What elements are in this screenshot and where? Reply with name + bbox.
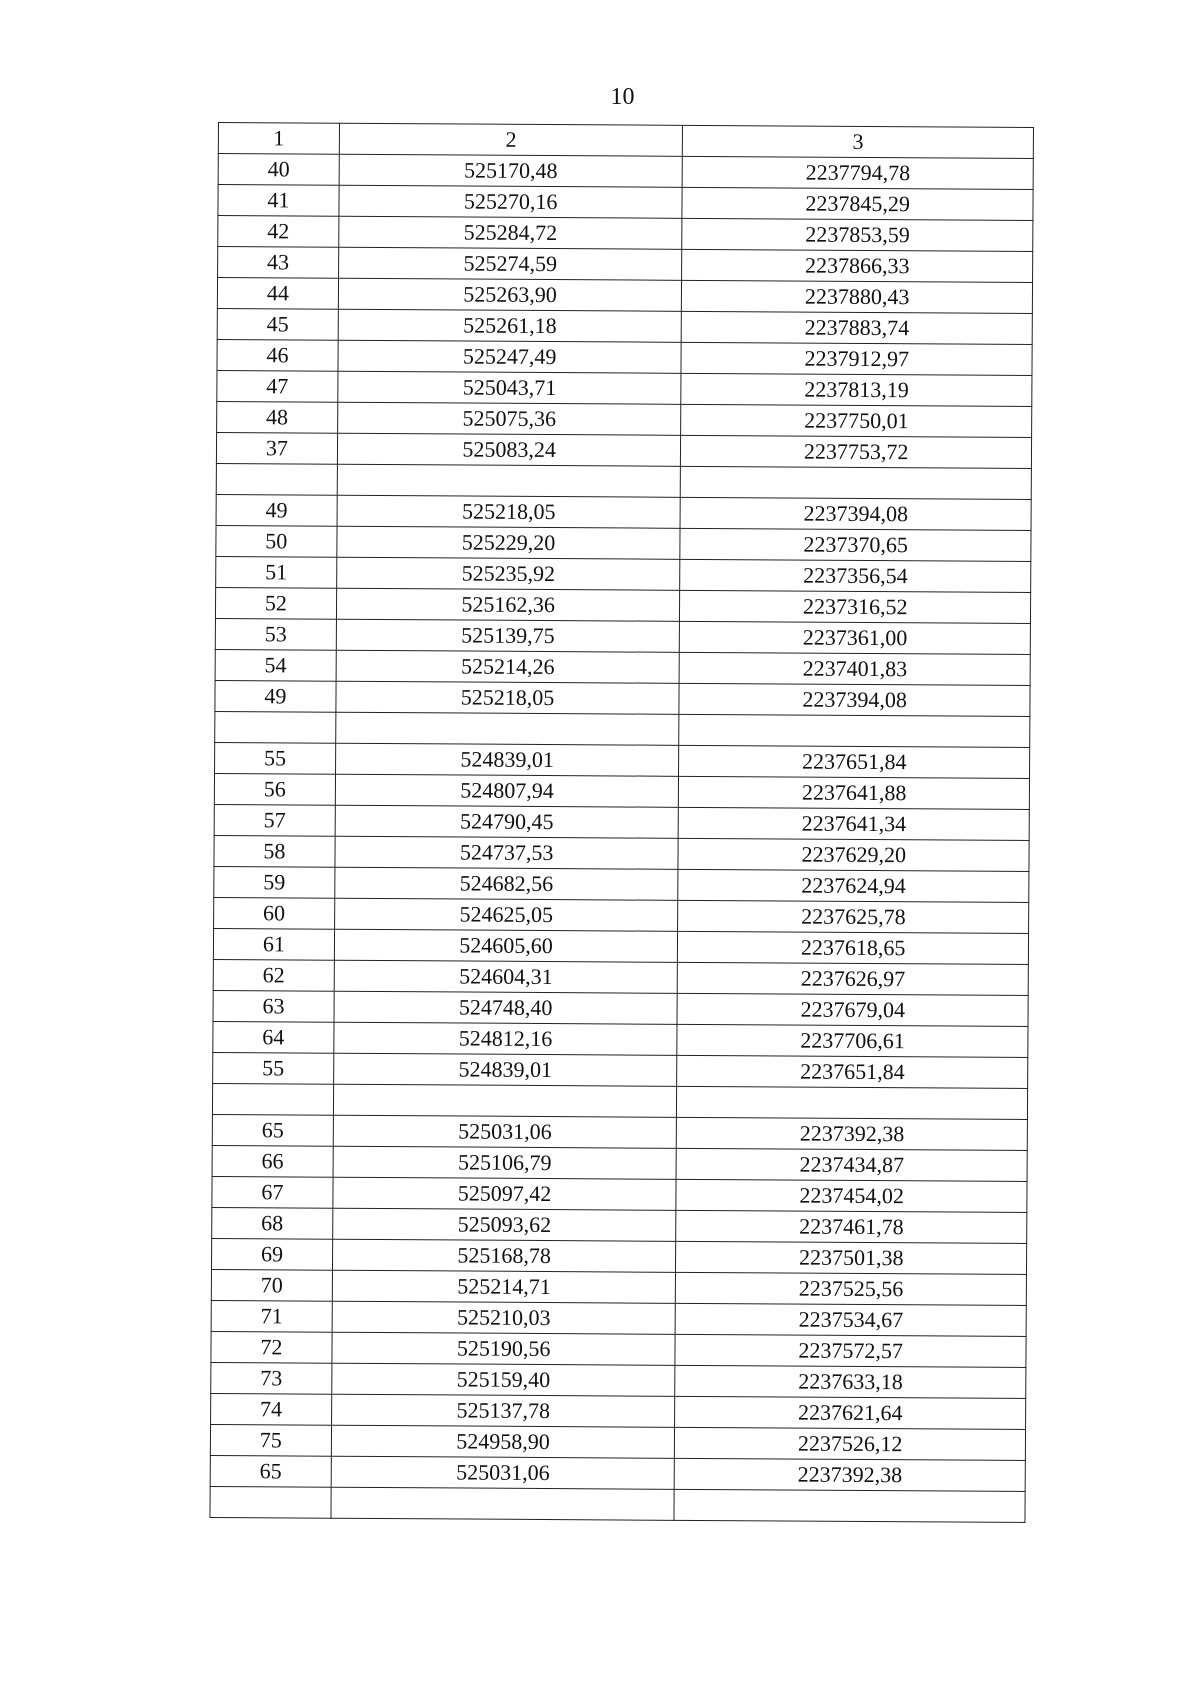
y-coordinate-cell: 2237501,38 xyxy=(676,1241,1027,1274)
point-number-cell: 42 xyxy=(218,216,339,248)
point-number-cell: 37 xyxy=(216,432,337,464)
point-number-cell: 54 xyxy=(215,649,336,681)
table-row xyxy=(210,1424,1025,1460)
table-row xyxy=(212,1176,1027,1212)
y-coordinate-cell: 2237753,72 xyxy=(681,435,1032,468)
x-coordinate-cell: 525097,42 xyxy=(333,1177,677,1210)
table-row xyxy=(218,185,1033,221)
point-number-cell: 47 xyxy=(217,370,338,402)
table-row xyxy=(215,711,1030,747)
column-header-1: 1 xyxy=(218,123,339,155)
x-coordinate-cell: 525218,05 xyxy=(336,681,680,714)
table-row xyxy=(214,773,1029,809)
table-row xyxy=(217,308,1032,344)
column-header-3: 3 xyxy=(683,125,1034,158)
table-row xyxy=(215,742,1030,778)
column-header-2: 2 xyxy=(339,123,683,156)
point-number-cell: 71 xyxy=(211,1300,332,1332)
x-coordinate-cell: 525229,20 xyxy=(337,526,681,559)
point-number-cell: 74 xyxy=(211,1393,332,1425)
y-coordinate-cell: 2237750,01 xyxy=(681,404,1032,437)
x-coordinate-cell: 525263,90 xyxy=(338,278,682,311)
y-coordinate-cell: 2237883,74 xyxy=(682,311,1033,344)
table-row xyxy=(216,556,1031,592)
point-number-cell: 55 xyxy=(215,742,336,774)
point-number-cell: 49 xyxy=(216,494,337,526)
page-number: 10 xyxy=(610,84,635,110)
table-row xyxy=(214,866,1029,902)
point-number-cell: 67 xyxy=(212,1176,333,1208)
y-coordinate-cell: 2237392,38 xyxy=(675,1458,1026,1491)
y-coordinate-cell: 2237392,38 xyxy=(677,1117,1028,1150)
table-row xyxy=(213,1021,1028,1057)
x-coordinate-cell: 525210,03 xyxy=(332,1301,676,1334)
table-row xyxy=(216,494,1031,530)
y-coordinate-cell: 2237461,78 xyxy=(676,1210,1027,1243)
point-number-cell: 60 xyxy=(214,897,335,929)
table-row xyxy=(214,804,1029,840)
table-row xyxy=(211,1238,1026,1274)
table-row xyxy=(213,990,1028,1026)
table-row xyxy=(213,1052,1028,1088)
table-row xyxy=(210,1455,1025,1491)
table-row xyxy=(215,587,1030,623)
x-coordinate-cell: 524625,05 xyxy=(334,898,678,931)
point-number-cell: 56 xyxy=(214,773,335,805)
x-coordinate-cell: 524807,94 xyxy=(335,774,679,807)
y-coordinate-cell: 2237401,83 xyxy=(679,652,1030,685)
y-coordinate-cell: 2237454,02 xyxy=(676,1179,1027,1212)
x-coordinate-cell: 525093,62 xyxy=(333,1208,677,1241)
y-coordinate-cell: 2237394,08 xyxy=(679,683,1030,716)
y-coordinate-cell xyxy=(679,714,1030,747)
table-row xyxy=(213,928,1028,964)
table-row xyxy=(211,1269,1026,1305)
y-coordinate-cell xyxy=(677,1086,1028,1119)
y-coordinate-cell xyxy=(674,1489,1025,1522)
table-row xyxy=(217,370,1032,406)
y-coordinate-cell: 2237706,61 xyxy=(677,1024,1028,1057)
point-number-cell: 64 xyxy=(213,1021,334,1053)
table-row xyxy=(210,1486,1025,1522)
x-coordinate-cell: 525235,92 xyxy=(336,557,680,590)
y-coordinate-cell: 2237525,56 xyxy=(676,1272,1027,1305)
point-number-cell: 65 xyxy=(210,1455,331,1487)
header-row xyxy=(218,123,1033,159)
point-number-cell: 52 xyxy=(215,587,336,619)
y-coordinate-cell: 2237629,20 xyxy=(678,838,1029,871)
table-row xyxy=(215,649,1030,685)
coordinates-table xyxy=(209,122,1034,1523)
table-row xyxy=(216,463,1031,499)
y-coordinate-cell: 2237394,08 xyxy=(680,497,1031,530)
x-coordinate-cell xyxy=(337,464,681,497)
table-row xyxy=(212,1114,1027,1150)
y-coordinate-cell: 2237316,52 xyxy=(680,590,1031,623)
point-number-cell xyxy=(215,711,336,743)
table-row xyxy=(214,835,1029,871)
table-row xyxy=(214,897,1029,933)
x-coordinate-cell: 524839,01 xyxy=(335,743,679,776)
point-number-cell: 51 xyxy=(216,556,337,588)
x-coordinate-cell: 525083,24 xyxy=(337,433,681,466)
x-coordinate-cell: 525075,36 xyxy=(337,402,681,435)
table-row xyxy=(211,1331,1026,1367)
table-row xyxy=(213,959,1028,995)
x-coordinate-cell xyxy=(333,1084,677,1117)
y-coordinate-cell: 2237361,00 xyxy=(680,621,1031,654)
x-coordinate-cell: 524682,56 xyxy=(335,867,679,900)
point-number-cell: 59 xyxy=(214,866,335,898)
point-number-cell: 48 xyxy=(217,401,338,433)
point-number-cell: 61 xyxy=(213,928,334,960)
point-number-cell: 49 xyxy=(215,680,336,712)
point-number-cell: 58 xyxy=(214,835,335,867)
y-coordinate-cell: 2237880,43 xyxy=(682,280,1033,313)
x-coordinate-cell: 525218,05 xyxy=(337,495,681,528)
point-number-cell: 45 xyxy=(217,308,338,340)
point-number-cell: 57 xyxy=(214,804,335,836)
table-row xyxy=(212,1083,1027,1119)
point-number-cell: 53 xyxy=(215,618,336,650)
y-coordinate-cell: 2237434,87 xyxy=(676,1148,1027,1181)
y-coordinate-cell: 2237853,59 xyxy=(682,218,1033,251)
x-coordinate-cell: 525162,36 xyxy=(336,588,680,621)
table-row xyxy=(211,1393,1026,1429)
y-coordinate-cell: 2237794,78 xyxy=(683,156,1034,189)
x-coordinate-cell: 525214,26 xyxy=(336,650,680,683)
x-coordinate-cell: 525106,79 xyxy=(333,1146,677,1179)
y-coordinate-cell: 2237625,78 xyxy=(678,900,1029,933)
point-number-cell: 55 xyxy=(213,1052,334,1084)
x-coordinate-cell: 525247,49 xyxy=(338,340,682,373)
x-coordinate-cell: 525190,56 xyxy=(332,1332,676,1365)
table-row xyxy=(216,525,1031,561)
y-coordinate-cell xyxy=(681,466,1032,499)
point-number-cell: 66 xyxy=(212,1145,333,1177)
y-coordinate-cell: 2237370,65 xyxy=(680,528,1031,561)
table-row xyxy=(212,1145,1027,1181)
x-coordinate-cell: 524604,31 xyxy=(334,960,678,993)
table-row xyxy=(217,401,1032,437)
y-coordinate-cell: 2237572,57 xyxy=(675,1334,1026,1367)
point-number-cell: 69 xyxy=(211,1238,332,1270)
x-coordinate-cell: 524790,45 xyxy=(335,805,679,838)
point-number-cell: 50 xyxy=(216,525,337,557)
x-coordinate-cell: 525139,75 xyxy=(336,619,680,652)
x-coordinate-cell: 524839,01 xyxy=(333,1053,677,1086)
y-coordinate-cell: 2237813,19 xyxy=(681,373,1032,406)
table-row xyxy=(218,216,1033,252)
table-row xyxy=(211,1300,1026,1336)
x-coordinate-cell: 524958,90 xyxy=(331,1425,675,1458)
point-number-cell: 72 xyxy=(211,1331,332,1363)
table-row xyxy=(218,247,1033,283)
table-row xyxy=(217,278,1032,314)
point-number-cell: 65 xyxy=(212,1114,333,1146)
y-coordinate-cell: 2237641,88 xyxy=(679,776,1030,809)
x-coordinate-cell: 524748,40 xyxy=(334,991,678,1024)
x-coordinate-cell: 525274,59 xyxy=(338,247,682,280)
x-coordinate-cell: 525168,78 xyxy=(332,1239,676,1272)
table-row xyxy=(218,154,1033,190)
x-coordinate-cell: 525137,78 xyxy=(331,1394,675,1427)
y-coordinate-cell: 2237912,97 xyxy=(681,342,1032,375)
table-row xyxy=(217,339,1032,375)
y-coordinate-cell: 2237633,18 xyxy=(675,1365,1026,1398)
y-coordinate-cell: 2237618,65 xyxy=(678,931,1029,964)
point-number-cell xyxy=(212,1083,333,1115)
x-coordinate-cell: 524737,53 xyxy=(335,836,679,869)
y-coordinate-cell: 2237866,33 xyxy=(682,249,1033,282)
point-number-cell: 46 xyxy=(217,339,338,371)
table-row xyxy=(215,680,1030,716)
x-coordinate-cell xyxy=(336,712,680,745)
x-coordinate-cell: 525159,40 xyxy=(332,1363,676,1396)
y-coordinate-cell: 2237626,97 xyxy=(678,962,1029,995)
x-coordinate-cell: 525031,06 xyxy=(331,1456,675,1489)
table-row xyxy=(216,432,1031,468)
table-body xyxy=(210,154,1033,1523)
table-row xyxy=(212,1207,1027,1243)
table-header xyxy=(218,123,1033,159)
point-number-cell: 44 xyxy=(217,278,338,310)
point-number-cell: 62 xyxy=(213,959,334,991)
table-row xyxy=(211,1362,1026,1398)
point-number-cell: 40 xyxy=(218,154,339,186)
x-coordinate-cell: 525043,71 xyxy=(338,371,682,404)
point-number-cell: 70 xyxy=(211,1269,332,1301)
y-coordinate-cell: 2237651,84 xyxy=(679,745,1030,778)
y-coordinate-cell: 2237845,29 xyxy=(682,187,1033,220)
point-number-cell: 73 xyxy=(211,1362,332,1394)
point-number-cell xyxy=(210,1486,331,1518)
point-number-cell: 41 xyxy=(218,185,339,217)
y-coordinate-cell: 2237641,34 xyxy=(679,807,1030,840)
x-coordinate-cell: 525284,72 xyxy=(339,216,683,249)
table-row xyxy=(215,618,1030,654)
point-number-cell xyxy=(216,463,337,495)
x-coordinate-cell: 525261,18 xyxy=(338,309,682,342)
x-coordinate-cell: 525170,48 xyxy=(339,154,683,187)
point-number-cell: 63 xyxy=(213,990,334,1022)
point-number-cell: 43 xyxy=(218,247,339,279)
y-coordinate-cell: 2237651,84 xyxy=(677,1055,1028,1088)
x-coordinate-cell xyxy=(331,1487,675,1520)
point-number-cell: 75 xyxy=(210,1424,331,1456)
y-coordinate-cell: 2237356,54 xyxy=(680,559,1031,592)
x-coordinate-cell: 524605,60 xyxy=(334,929,678,962)
x-coordinate-cell: 525270,16 xyxy=(339,185,683,218)
y-coordinate-cell: 2237624,94 xyxy=(678,869,1029,902)
x-coordinate-cell: 524812,16 xyxy=(334,1022,678,1055)
point-number-cell: 68 xyxy=(212,1207,333,1239)
y-coordinate-cell: 2237621,64 xyxy=(675,1396,1026,1429)
y-coordinate-cell: 2237679,04 xyxy=(677,993,1028,1026)
y-coordinate-cell: 2237534,67 xyxy=(676,1303,1027,1336)
x-coordinate-cell: 525031,06 xyxy=(333,1115,677,1148)
y-coordinate-cell: 2237526,12 xyxy=(675,1427,1026,1460)
x-coordinate-cell: 525214,71 xyxy=(332,1270,676,1303)
